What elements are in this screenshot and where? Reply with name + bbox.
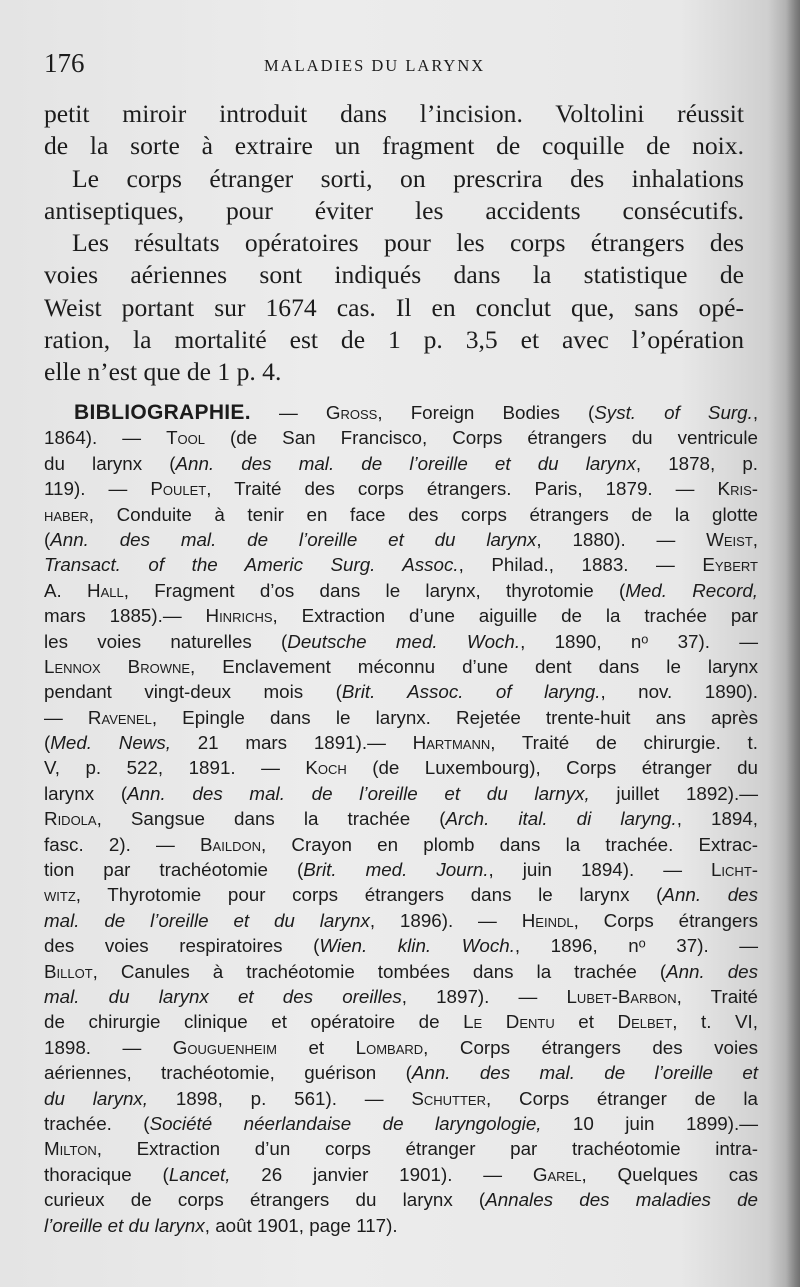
author-name: Delbet bbox=[617, 1011, 673, 1033]
citation-text: de chirurgie clinique et opératoire de bbox=[44, 1011, 464, 1033]
author-name: witz bbox=[44, 884, 76, 906]
bibliography-line bbox=[44, 1009, 758, 1034]
bibliography-line bbox=[44, 502, 758, 527]
bibliography-line bbox=[44, 984, 758, 1009]
citation-text: mars 1885).— bbox=[44, 605, 206, 627]
citation-text: (de San Francisco, Corps étrangers du ventricule bbox=[205, 427, 758, 449]
citation-text: , 1894, bbox=[676, 808, 758, 830]
bibliography-section bbox=[44, 400, 758, 1238]
publication-title: Lancet, bbox=[168, 1163, 231, 1185]
citation-text: , Philad., 1883. — bbox=[458, 554, 703, 576]
publication-title: Med. Record, bbox=[625, 579, 758, 601]
author-name: Billot bbox=[44, 960, 93, 982]
citation-text: , Extraction d’une aiguille de la trachée par bbox=[272, 605, 758, 627]
bibliography-line bbox=[44, 908, 758, 933]
citation-text: 1864). — bbox=[44, 427, 167, 449]
citation-text: , août 1901, page 117). bbox=[204, 1214, 398, 1236]
author-name: Lubet-Barbon bbox=[566, 985, 677, 1007]
bibliography-line bbox=[44, 629, 758, 654]
text-line: elle n’est que de 1 p. 4. bbox=[44, 357, 282, 387]
citation-text: , Foreign Bodies ( bbox=[377, 402, 595, 423]
text-line: ration, la mortalité est de 1 p. 3,5 et avec l’opération bbox=[44, 325, 744, 355]
citation-text: (de Luxembourg), Corps étranger du bbox=[346, 757, 758, 779]
citation-text: , 1878, p. bbox=[635, 452, 758, 474]
bibliography-line bbox=[44, 679, 758, 704]
citation-text: curieux de corps étrangers du larynx ( bbox=[44, 1189, 486, 1211]
citation-text: , t. VI, bbox=[672, 1011, 758, 1033]
bibliography-line bbox=[44, 1086, 758, 1111]
citation-text: , Enclavement méconnu d’une dent dans le larynx bbox=[190, 655, 758, 677]
main-text bbox=[44, 98, 744, 389]
bibliography-line bbox=[44, 1035, 758, 1060]
publication-title: l’oreille et du larynx bbox=[44, 1214, 205, 1236]
publication-title: Wien. klin. Woch. bbox=[319, 935, 515, 957]
text-line: voies aériennes sont indiqués dans la statistique de bbox=[44, 260, 744, 290]
citation-text: , Corps étrangers des voies bbox=[423, 1036, 758, 1058]
page-number: 176 bbox=[44, 48, 85, 78]
text-line: de la sorte à extraire un fragment de coquille de noix. bbox=[44, 131, 744, 161]
page-header bbox=[44, 48, 744, 88]
author-name: Ravenel bbox=[87, 706, 152, 728]
author-name: Hinrichs bbox=[205, 605, 273, 627]
text-line: Les résultats opératoires pour les corps étrangers des bbox=[72, 228, 744, 258]
citation-text: et bbox=[554, 1011, 618, 1033]
bibliography-line bbox=[44, 882, 758, 907]
bibliography-line bbox=[44, 400, 758, 425]
publication-title: Med. News, bbox=[50, 732, 171, 754]
citation-text: des voies respiratoires ( bbox=[44, 935, 320, 957]
citation-text: , Crayon en plomb dans la trachée. Extrac- bbox=[260, 833, 758, 855]
bibliography-line bbox=[44, 730, 758, 755]
bibliography-line bbox=[44, 578, 758, 603]
author-name: Gross bbox=[325, 402, 378, 423]
author-name: Gouguenheim bbox=[172, 1036, 277, 1058]
bibliography-line bbox=[44, 1060, 758, 1085]
citation-text: aériennes, trachéotomie, guérison ( bbox=[44, 1062, 412, 1084]
bibliography-line bbox=[44, 755, 758, 780]
author-name: Ridola bbox=[44, 808, 97, 830]
citation-text: ( bbox=[44, 528, 51, 550]
publication-title: Ann. des mal. de l’oreille et du larynx bbox=[175, 452, 636, 474]
publication-title: Ann. des mal. de l’oreille et du larnyx, bbox=[127, 782, 590, 804]
author-name: Hartmann bbox=[412, 732, 491, 754]
publication-title: mal. de l’oreille et du larynx bbox=[44, 909, 370, 931]
publication-title: Ann. des bbox=[666, 960, 758, 982]
publication-title: Société néerlandaise de laryngologie, bbox=[149, 1112, 542, 1134]
author-name: Weist bbox=[706, 528, 753, 550]
citation-text: , Quelques cas bbox=[581, 1163, 758, 1185]
citation-text: tion par trachéotomie ( bbox=[44, 859, 304, 881]
bibliography-heading: BIBLIOGRAPHIE. bbox=[74, 401, 251, 424]
publication-title: Ann. des mal. de l’oreille et du larynx bbox=[50, 528, 537, 550]
citation-text: les voies naturelles ( bbox=[44, 630, 288, 652]
citation-text: A. bbox=[44, 579, 88, 601]
citation-text: juillet 1892).— bbox=[589, 782, 758, 804]
author-name: Lombard bbox=[355, 1036, 424, 1058]
citation-text: , Epingle dans le larynx. Rejetée trente-huit ans après bbox=[151, 706, 758, 728]
bibliography-line bbox=[44, 1111, 758, 1136]
author-name: Lennox Browne bbox=[44, 655, 191, 677]
citation-text: , Canules à trachéotomie tombées dans la trachée ( bbox=[92, 960, 667, 982]
citation-text: , 1896, nᵒ 37). — bbox=[514, 935, 758, 957]
citation-text: 10 juin 1899).— bbox=[541, 1112, 758, 1134]
citation-text: , 1880). — bbox=[536, 528, 707, 550]
citation-text: , Traité bbox=[676, 985, 758, 1007]
bibliography-line bbox=[44, 1162, 758, 1187]
citation-text: 21 mars 1891).— bbox=[170, 732, 413, 754]
publication-title: Syst. of Surg. bbox=[594, 402, 753, 423]
author-name: Kris- bbox=[717, 478, 758, 500]
citation-text: , Extraction d’un corps étranger par trachéotomie intra- bbox=[96, 1138, 758, 1160]
publication-title: mal. du larynx et des oreilles bbox=[44, 985, 402, 1007]
citation-text: , Corps étrangers bbox=[573, 909, 758, 931]
bibliography-line bbox=[44, 959, 758, 984]
author-name: Le Dentu bbox=[463, 1011, 555, 1033]
citation-text: , 1896). — bbox=[369, 909, 522, 931]
author-name: Heindl bbox=[521, 909, 574, 931]
author-name: Koch bbox=[305, 757, 347, 779]
author-name: Garel bbox=[532, 1163, 582, 1185]
author-name: Milton bbox=[44, 1138, 97, 1160]
citation-text: , Conduite à tenir en face des corps étrangers de la glotte bbox=[88, 503, 758, 525]
author-name: Poulet bbox=[150, 478, 207, 500]
citation-text: du larynx ( bbox=[44, 452, 176, 474]
running-title: MALADIES DU LARYNX bbox=[264, 56, 486, 75]
author-name: Tool bbox=[166, 427, 205, 449]
citation-text: 119). — bbox=[44, 478, 151, 500]
citation-text: , juin 1894). — bbox=[488, 859, 711, 881]
bibliography-line bbox=[44, 781, 758, 806]
citation-text: , Thyrotomie pour corps étrangers dans le larynx ( bbox=[75, 884, 663, 906]
citation-text: ( bbox=[44, 732, 51, 754]
bibliography-line bbox=[44, 1213, 758, 1238]
citation-text: thoracique ( bbox=[44, 1163, 169, 1185]
citation-text: trachée. ( bbox=[44, 1112, 150, 1134]
citation-text: 1898. — bbox=[44, 1036, 173, 1058]
bibliography-line bbox=[44, 806, 758, 831]
bibliography-line bbox=[44, 832, 758, 857]
citation-text: , 1890, nᵒ 37). — bbox=[520, 630, 758, 652]
citation-text: , nov. 1890). bbox=[600, 681, 758, 703]
bibliography-line bbox=[44, 603, 758, 628]
citation-text: , Fragment d’os dans le larynx, thyrotomie ( bbox=[123, 579, 626, 601]
citation-text: , 1897). — bbox=[401, 985, 567, 1007]
publication-title: Arch. ital. di laryng. bbox=[445, 808, 677, 830]
author-name: Hall bbox=[87, 579, 124, 601]
author-name: Eybert bbox=[702, 554, 758, 576]
bibliography-line bbox=[44, 425, 758, 450]
bibliography-line bbox=[44, 451, 758, 476]
text-line: petit miroir introduit dans l’incision. Voltolini réussit bbox=[44, 99, 744, 128]
citation-text: , Sangsue dans la trachée ( bbox=[96, 808, 446, 830]
publication-title: du larynx, bbox=[44, 1087, 149, 1109]
bibliography-line bbox=[44, 476, 758, 501]
bibliography-line bbox=[44, 527, 758, 552]
citation-text: , Traité de chirurgie. t. bbox=[490, 732, 758, 754]
author-name: Schutter bbox=[411, 1087, 486, 1109]
citation-text: fasc. 2). — bbox=[44, 833, 201, 855]
bibliography-line bbox=[44, 552, 758, 577]
citation-text: — bbox=[44, 706, 88, 728]
citation-text: — bbox=[250, 402, 326, 423]
citation-text: 1898, p. 561). — bbox=[148, 1087, 412, 1109]
publication-title: Annales des maladies de bbox=[485, 1189, 759, 1211]
bibliography-line bbox=[44, 857, 758, 882]
bibliography-line bbox=[44, 654, 758, 679]
citation-text: pendant vingt-deux mois ( bbox=[44, 681, 342, 703]
citation-text: V, p. 522, 1891. — bbox=[44, 757, 306, 779]
author-name: Baildon bbox=[200, 833, 261, 855]
publication-title: Deutsche med. Woch. bbox=[287, 630, 521, 652]
author-name: haber bbox=[44, 503, 89, 525]
citation-text: et bbox=[276, 1036, 356, 1058]
citation-text: larynx ( bbox=[44, 782, 128, 804]
citation-text: , bbox=[752, 402, 759, 423]
citation-text: , bbox=[752, 528, 758, 550]
page-edge-shadow bbox=[786, 0, 800, 1287]
citation-text: 26 janvier 1901). — bbox=[230, 1163, 533, 1185]
publication-title: Ann. des mal. de l’oreille et bbox=[411, 1062, 758, 1084]
publication-title: Transact. of the Americ Surg. Assoc. bbox=[44, 554, 459, 576]
publication-title: Brit. med. Journ. bbox=[303, 859, 489, 881]
citation-text: , Corps étranger de la bbox=[485, 1087, 759, 1109]
text-line: antiseptiques, pour éviter les accidents consécutifs. bbox=[44, 195, 744, 225]
publication-title: Brit. Assoc. of laryng. bbox=[341, 681, 601, 703]
citation-text: , Traité des corps étrangers. Paris, 1879. — bbox=[206, 478, 718, 500]
bibliography-line bbox=[44, 1136, 758, 1161]
bibliography-line bbox=[44, 933, 758, 958]
bibliography-line bbox=[44, 705, 758, 730]
text-line: Weist portant sur 1674 cas. Il en conclut que, sans opé- bbox=[44, 292, 744, 322]
bibliography-line bbox=[44, 1187, 758, 1212]
author-name: Licht- bbox=[710, 859, 759, 881]
publication-title: Ann. des bbox=[662, 884, 758, 906]
text-line: Le corps étranger sorti, on prescrira des inhalations bbox=[72, 163, 744, 193]
